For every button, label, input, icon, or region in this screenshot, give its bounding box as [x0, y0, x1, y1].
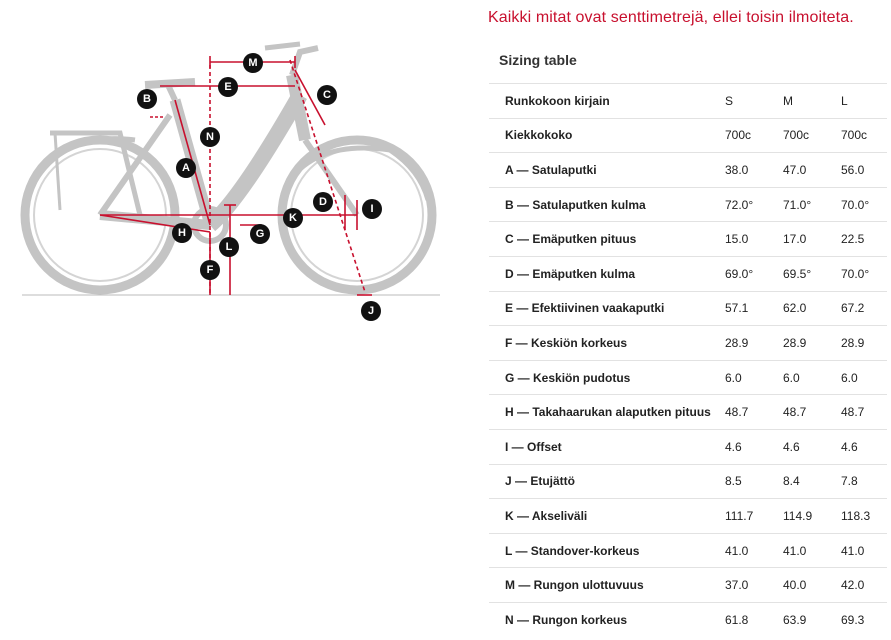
row-label: C — Emäputken pituus [505, 232, 637, 247]
row-label: G — Keskiön pudotus [505, 370, 631, 385]
size-s-value: S [725, 93, 734, 108]
table-row [489, 256, 887, 291]
svg-text:M: M [248, 57, 258, 69]
label-k-badge [283, 208, 303, 228]
size-l-value: L [841, 93, 848, 108]
size-s-value: 38.0 [725, 162, 749, 177]
size-l-value: 4.6 [841, 439, 858, 454]
size-l-value: 7.8 [841, 474, 858, 489]
label-m-badge [243, 53, 263, 73]
size-m-value: 69.5° [783, 266, 812, 281]
row-label: I — Offset [505, 439, 562, 454]
table-row [489, 395, 887, 430]
label-b-badge [137, 89, 157, 109]
table-row [489, 187, 887, 222]
size-l-value: 22.5 [841, 232, 865, 247]
size-m-value: 71.0° [783, 197, 812, 212]
svg-text:N: N [206, 131, 214, 143]
size-l-value: 70.0° [841, 197, 870, 212]
label-h-badge [172, 223, 192, 243]
row-label: J — Etujättö [505, 474, 576, 489]
size-m-value: 114.9 [783, 508, 813, 523]
svg-text:A: A [182, 162, 190, 174]
row-label: Kiekkokoko [505, 128, 573, 143]
label-a-badge [176, 158, 196, 178]
table-row [489, 602, 887, 637]
row-label: M — Rungon ulottuvuus [505, 578, 644, 593]
size-l-value: 67.2 [841, 301, 865, 316]
svg-text:I: I [370, 203, 374, 215]
table-title: Sizing table [499, 52, 577, 68]
row-label: B — Satulaputken kulma [505, 197, 646, 212]
size-s-value: 41.0 [725, 543, 749, 558]
table-row [489, 84, 887, 119]
size-m-value: 28.9 [783, 335, 807, 350]
size-l-value: 6.0 [841, 370, 858, 385]
size-s-value: 8.5 [725, 474, 742, 489]
label-f-badge [200, 260, 220, 280]
row-label: H — Takahaarukan alaputken pituus [505, 405, 711, 420]
size-s-value: 4.6 [725, 439, 742, 454]
size-s-value: 111.7 [725, 508, 754, 523]
svg-text:C: C [323, 89, 331, 101]
size-s-value: 6.0 [725, 370, 742, 385]
size-l-value: 56.0 [841, 162, 865, 177]
table-row [489, 464, 887, 499]
table-row [489, 533, 887, 568]
size-s-value: 57.1 [725, 301, 749, 316]
size-m-value: 40.0 [783, 578, 807, 593]
table-row [489, 499, 887, 534]
label-e-badge [218, 77, 238, 97]
table-row [489, 153, 887, 188]
size-l-value: 48.7 [841, 405, 865, 420]
svg-text:D: D [319, 196, 327, 208]
size-s-value: 69.0° [725, 266, 754, 281]
size-l-value: 42.0 [841, 578, 865, 593]
size-s-value: 48.7 [725, 405, 749, 420]
size-s-value: 72.0° [725, 197, 754, 212]
sizing-table [489, 83, 887, 637]
size-l-value: 700c [841, 128, 868, 143]
table-row [489, 568, 887, 603]
svg-text:L: L [225, 241, 233, 253]
size-m-value: 41.0 [783, 543, 807, 558]
size-s-value: 37.0 [725, 578, 749, 593]
size-m-value: 47.0 [783, 162, 807, 177]
size-m-value: 62.0 [783, 301, 807, 316]
svg-text:E: E [224, 81, 232, 93]
size-m-value: 4.6 [783, 439, 800, 454]
bike-geometry-diagram [0, 0, 480, 340]
row-label: K — Akseliväli [505, 508, 588, 523]
size-m-value: 48.7 [783, 405, 807, 420]
label-c-badge [317, 85, 337, 105]
size-l-value: 118.3 [841, 508, 871, 523]
table-row [489, 222, 887, 257]
size-s-value: 700c [725, 128, 752, 143]
table-row [489, 291, 887, 326]
label-n-badge [200, 127, 220, 147]
row-label: L — Standover-korkeus [505, 543, 640, 558]
row-label: N — Rungon korkeus [505, 612, 628, 627]
label-d-badge [313, 192, 333, 212]
svg-text:J: J [367, 305, 375, 317]
svg-text:B: B [143, 93, 151, 105]
units-notice: Kaikki mitat ovat senttimetrejä, ellei toisin ilmoiteta. [488, 9, 854, 26]
label-i-badge [362, 199, 382, 219]
table-row [489, 326, 887, 361]
row-label: Runkokoon kirjain [505, 93, 610, 108]
row-label: F — Keskiön korkeus [505, 335, 628, 350]
size-s-value: 28.9 [725, 335, 749, 350]
size-m-value: M [783, 93, 793, 108]
size-m-value: 63.9 [783, 612, 807, 627]
size-l-value: 28.9 [841, 335, 865, 350]
row-label: A — Satulaputki [505, 162, 597, 177]
size-m-value: 6.0 [783, 370, 800, 385]
label-j-badge [361, 301, 381, 321]
row-label: E — Efektiivinen vaakaputki [505, 301, 665, 316]
label-l-badge [219, 237, 239, 257]
table-row [489, 118, 887, 153]
row-label: D — Emäputken kulma [505, 266, 636, 281]
size-s-value: 61.8 [725, 612, 749, 627]
size-m-value: 17.0 [783, 232, 807, 247]
size-m-value: 700c [783, 128, 810, 143]
size-m-value: 8.4 [783, 474, 800, 489]
svg-text:K: K [289, 212, 297, 224]
label-g-badge [250, 224, 270, 244]
svg-text:H: H [178, 227, 186, 239]
size-l-value: 69.3 [841, 612, 865, 627]
size-l-value: 41.0 [841, 543, 865, 558]
svg-text:F: F [206, 264, 214, 276]
table-row [489, 360, 887, 395]
svg-text:G: G [255, 228, 265, 240]
size-l-value: 70.0° [841, 266, 870, 281]
size-s-value: 15.0 [725, 232, 749, 247]
table-row [489, 429, 887, 464]
